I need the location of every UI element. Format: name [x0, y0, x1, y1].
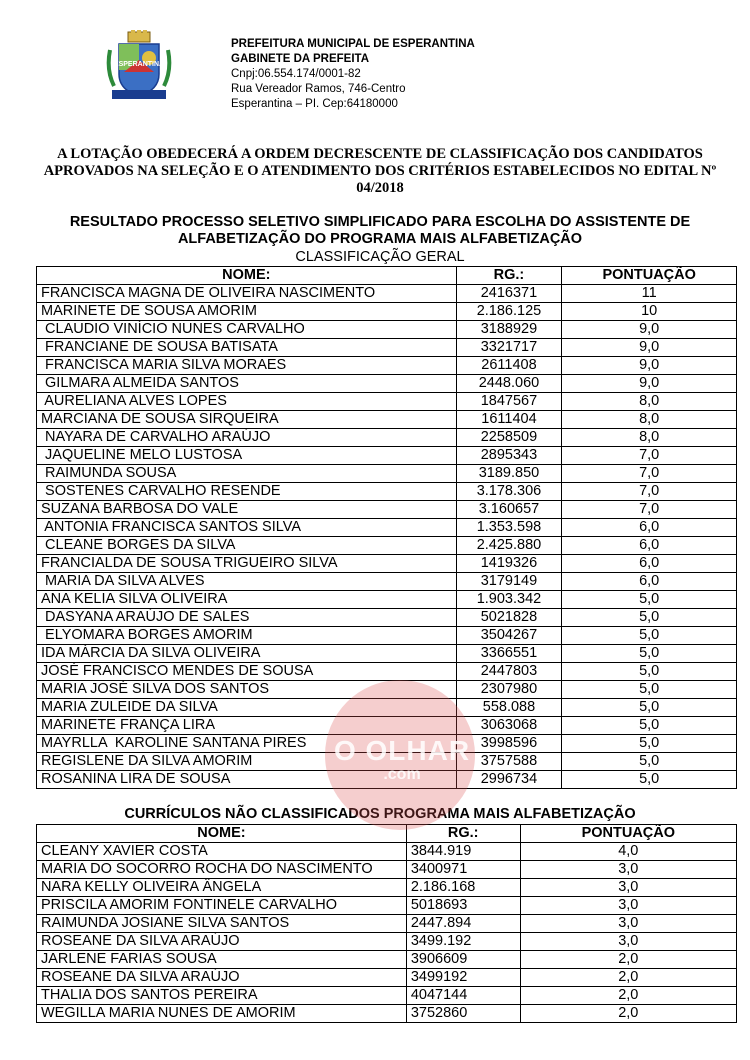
table-row [37, 861, 737, 879]
col-header-score: PONTUAÇÃO [562, 267, 737, 285]
cell-name: FRANCISCA MARIA SILVA MORAES [37, 357, 457, 375]
table-row [37, 357, 737, 375]
cell-score: 2,0 [520, 969, 736, 987]
address: Rua Vereador Ramos, 746-Centro [231, 83, 406, 95]
col-header-name: NOME: [37, 267, 457, 285]
cell-score: 7,0 [562, 447, 737, 465]
table-row [37, 303, 737, 321]
cell-score: 5,0 [562, 591, 737, 609]
cell-rg: 3998596 [456, 735, 562, 753]
cell-rg: 2895343 [456, 447, 562, 465]
cell-score: 9,0 [562, 321, 737, 339]
cell-name: AURELIANA ALVES LOPES [37, 393, 457, 411]
cell-name: SOSTENES CARVALHO RESENDE [37, 483, 457, 501]
cell-name: ROSANINA LIRA DE SOUSA [37, 771, 457, 789]
cell-rg: 3499192 [406, 969, 520, 987]
cell-rg: 3906609 [406, 951, 520, 969]
table-row [37, 375, 737, 393]
cell-name: JARLENE FARIAS SOUSA [37, 951, 407, 969]
cell-name: FRANCISCA MAGNA DE OLIVEIRA NASCIMENTO [37, 285, 457, 303]
cell-name: FRANCIALDA DE SOUSA TRIGUEIRO SILVA [37, 555, 457, 573]
unclassified-title: CURRÍCULOS NÃO CLASSIFICADOS PROGRAMA MAIS ALFABETIZAÇÃO [124, 806, 636, 822]
cell-score: 5,0 [562, 645, 737, 663]
cell-name: SUZANA BARBOSA DO VALE [37, 501, 457, 519]
table-row [37, 897, 737, 915]
cell-name: PRISCILA AMORIM FONTINELE CARVALHO [37, 897, 407, 915]
city-zip: Esperantina – PI. Cep:64180000 [231, 98, 398, 110]
cell-rg: 558.088 [456, 699, 562, 717]
cell-name: MARIA JOSÉ SILVA DOS SANTOS [37, 681, 457, 699]
cell-rg: 2307980 [456, 681, 562, 699]
letterhead [231, 37, 475, 112]
cell-score: 11 [562, 285, 737, 303]
table-row [37, 393, 737, 411]
cell-score: 8,0 [562, 429, 737, 447]
cell-score: 6,0 [562, 555, 737, 573]
unclassified-table [36, 824, 737, 1023]
cell-name: JOSÉ FRANCISCO MENDES DE SOUSA [37, 663, 457, 681]
cell-score: 7,0 [562, 465, 737, 483]
cell-score: 2,0 [520, 951, 736, 969]
cell-rg: 3752860 [406, 1005, 520, 1023]
table-row [37, 915, 737, 933]
col-header-rg: RG.: [456, 267, 562, 285]
col-header-score: PONTUAÇÃO [520, 825, 736, 843]
cell-score: 3,0 [520, 897, 736, 915]
cell-rg: 3321717 [456, 339, 562, 357]
table-header-row [37, 267, 737, 285]
table-row [37, 339, 737, 357]
cell-score: 5,0 [562, 609, 737, 627]
table-row [37, 627, 737, 645]
table-row [37, 1005, 737, 1023]
cell-name: THALIA DOS SANTOS PEREIRA [37, 987, 407, 1005]
cell-name: NAYARA DE CARVALHO ARAÚJO [37, 429, 457, 447]
cell-score: 9,0 [562, 375, 737, 393]
cell-rg: 1.903.342 [456, 591, 562, 609]
cell-name: CLEANE BORGES DA SILVA [37, 537, 457, 555]
cell-name: MARCIANA DE SOUSA SIRQUEIRA [37, 411, 457, 429]
cell-score: 3,0 [520, 933, 736, 951]
table-row [37, 843, 737, 861]
cell-rg: 3400971 [406, 861, 520, 879]
cell-name: REGISLENE DA SILVA AMORIM [37, 753, 457, 771]
cell-score: 3,0 [520, 861, 736, 879]
table-row [37, 645, 737, 663]
table-row [37, 933, 737, 951]
cell-rg: 3499.192 [406, 933, 520, 951]
cnpj: Cnpj:06.554.174/0001-82 [231, 68, 361, 80]
cell-score: 10 [562, 303, 737, 321]
cell-name: MARINETE DE SOUSA AMORIM [37, 303, 457, 321]
cell-name: GILMARA ALMEIDA SANTOS [37, 375, 457, 393]
cell-score: 3,0 [520, 879, 736, 897]
table-row [37, 663, 737, 681]
cell-score: 9,0 [562, 357, 737, 375]
cell-score: 5,0 [562, 663, 737, 681]
watermark-subtext: .com [383, 766, 421, 783]
cell-rg: 3.160657 [456, 501, 562, 519]
cell-rg: 2447803 [456, 663, 562, 681]
cell-rg: 3189.850 [456, 465, 562, 483]
cell-score: 6,0 [562, 573, 737, 591]
cell-score: 7,0 [562, 501, 737, 519]
cell-rg: 1.353.598 [456, 519, 562, 537]
cell-name: CLAUDIO VINÍCIO NUNES CARVALHO [37, 321, 457, 339]
cell-rg: 2.186.125 [456, 303, 562, 321]
cell-rg: 1847567 [456, 393, 562, 411]
cell-name: MARIA DO SOCORRO ROCHA DO NASCIMENTO [37, 861, 407, 879]
table-row [37, 573, 737, 591]
cell-rg: 1611404 [456, 411, 562, 429]
cell-score: 5,0 [562, 771, 737, 789]
cell-rg: 2416371 [456, 285, 562, 303]
cell-rg: 3366551 [456, 645, 562, 663]
cell-score: 6,0 [562, 537, 737, 555]
cell-score: 2,0 [520, 987, 736, 1005]
table-row [37, 285, 737, 303]
cell-name: ELYOMARA BORGES AMORIM [37, 627, 457, 645]
result-title: RESULTADO PROCESSO SELETIVO SIMPLIFICADO PARA ESCOLHA DO ASSISTENTE DE ALFABETIZAÇÃO DO PROGRAMA MAIS ALFABETIZAÇÃO [69, 214, 691, 247]
cell-score: 6,0 [562, 519, 737, 537]
cell-rg: 1419326 [456, 555, 562, 573]
allocation-notice: A LOTAÇÃO OBEDECERÁ A ORDEM DECRESCENTE DE CLASSIFICAÇÃO DOS CANDIDATOS APROVADOS NA SELEÇÃO E O ATENDIMENTO DOS CRITÉRIOS ESTABELECIDOS NO EDITAL Nº 04/2018 [43, 146, 717, 196]
cell-name: MARIA ZULEIDE DA SILVA [37, 699, 457, 717]
table-row [37, 555, 737, 573]
table-row [37, 465, 737, 483]
cell-rg: 3757588 [456, 753, 562, 771]
col-header-rg: RG.: [406, 825, 520, 843]
cell-name: RAIMUNDA SOUSA [37, 465, 457, 483]
table-row [37, 447, 737, 465]
cell-score: 2,0 [520, 1005, 736, 1023]
table-row [37, 321, 737, 339]
cell-name: JAQUELINE MELO LUSTOSA [37, 447, 457, 465]
table-row [37, 483, 737, 501]
table-row [37, 591, 737, 609]
cell-score: 5,0 [562, 699, 737, 717]
cell-score: 5,0 [562, 753, 737, 771]
cell-name: RAIMUNDA JOSIANE SILVA SANTOS [37, 915, 407, 933]
cell-score: 4,0 [520, 843, 736, 861]
org-name: PREFEITURA MUNICIPAL DE ESPERANTINA [231, 38, 475, 50]
table-row [37, 987, 737, 1005]
table-row [37, 879, 737, 897]
cell-rg: 5021828 [456, 609, 562, 627]
cell-score: 7,0 [562, 483, 737, 501]
office-name: GABINETE DA PREFEITA [231, 53, 370, 65]
cell-score: 9,0 [562, 339, 737, 357]
cell-score: 3,0 [520, 915, 736, 933]
cell-name: ROSEANE DA SILVA ARAÚJO [37, 969, 407, 987]
cell-score: 5,0 [562, 627, 737, 645]
cell-score: 8,0 [562, 393, 737, 411]
cell-rg: 3179149 [456, 573, 562, 591]
cell-name: DASYANA ARAÚJO DE SALES [37, 609, 457, 627]
cell-score: 5,0 [562, 717, 737, 735]
cell-rg: 2448.060 [456, 375, 562, 393]
table-row [37, 969, 737, 987]
watermark-text: O OLHAR [333, 735, 471, 766]
col-header-name: NOME: [37, 825, 407, 843]
table-row [37, 429, 737, 447]
cell-rg: 2996734 [456, 771, 562, 789]
cell-rg: 3063068 [456, 717, 562, 735]
cell-score: 5,0 [562, 681, 737, 699]
cell-rg: 3188929 [456, 321, 562, 339]
crest-label: ESPERANTINA [113, 61, 165, 68]
cell-name: MARINETE FRANÇA LIRA [37, 717, 457, 735]
cell-rg: 2611408 [456, 357, 562, 375]
cell-rg: 2447.894 [406, 915, 520, 933]
cell-name: ROSEANE DA SILVA ARAÚJO [37, 933, 407, 951]
cell-rg: 3504267 [456, 627, 562, 645]
cell-rg: 2258509 [456, 429, 562, 447]
cell-rg: 4047144 [406, 987, 520, 1005]
cell-name: WEGILLA MARIA NUNES DE AMORIM [37, 1005, 407, 1023]
table-row [37, 411, 737, 429]
cell-rg: 2.186.168 [406, 879, 520, 897]
cell-score: 8,0 [562, 411, 737, 429]
table-row [37, 537, 737, 555]
cell-name: NARA KELLY OLIVEIRA ÂNGELA [37, 879, 407, 897]
cell-name: ANTONIA FRANCISCA SANTOS SILVA [37, 519, 457, 537]
cell-name: MAYRLLA KAROLINE SANTANA PIRES [37, 735, 457, 753]
cell-name: MARIA DA SILVA ALVES [37, 573, 457, 591]
cell-score: 5,0 [562, 735, 737, 753]
cell-rg: 3.178.306 [456, 483, 562, 501]
table-row [37, 951, 737, 969]
table-row [37, 501, 737, 519]
cell-name: IDA MÁRCIA DA SILVA OLIVEIRA [37, 645, 457, 663]
cell-rg: 2.425.880 [456, 537, 562, 555]
municipal-crest-icon [104, 30, 174, 106]
cell-rg: 5018693 [406, 897, 520, 915]
cell-rg: 3844.919 [406, 843, 520, 861]
cell-name: FRANCIANE DE SOUSA BATISATA [37, 339, 457, 357]
cell-name: ANA KELIA SILVA OLIVEIRA [37, 591, 457, 609]
classification-subtitle: CLASSIFICAÇÃO GERAL [295, 249, 465, 265]
table-row [37, 519, 737, 537]
table-row [37, 609, 737, 627]
cell-name: CLEANY XAVIER COSTA [37, 843, 407, 861]
